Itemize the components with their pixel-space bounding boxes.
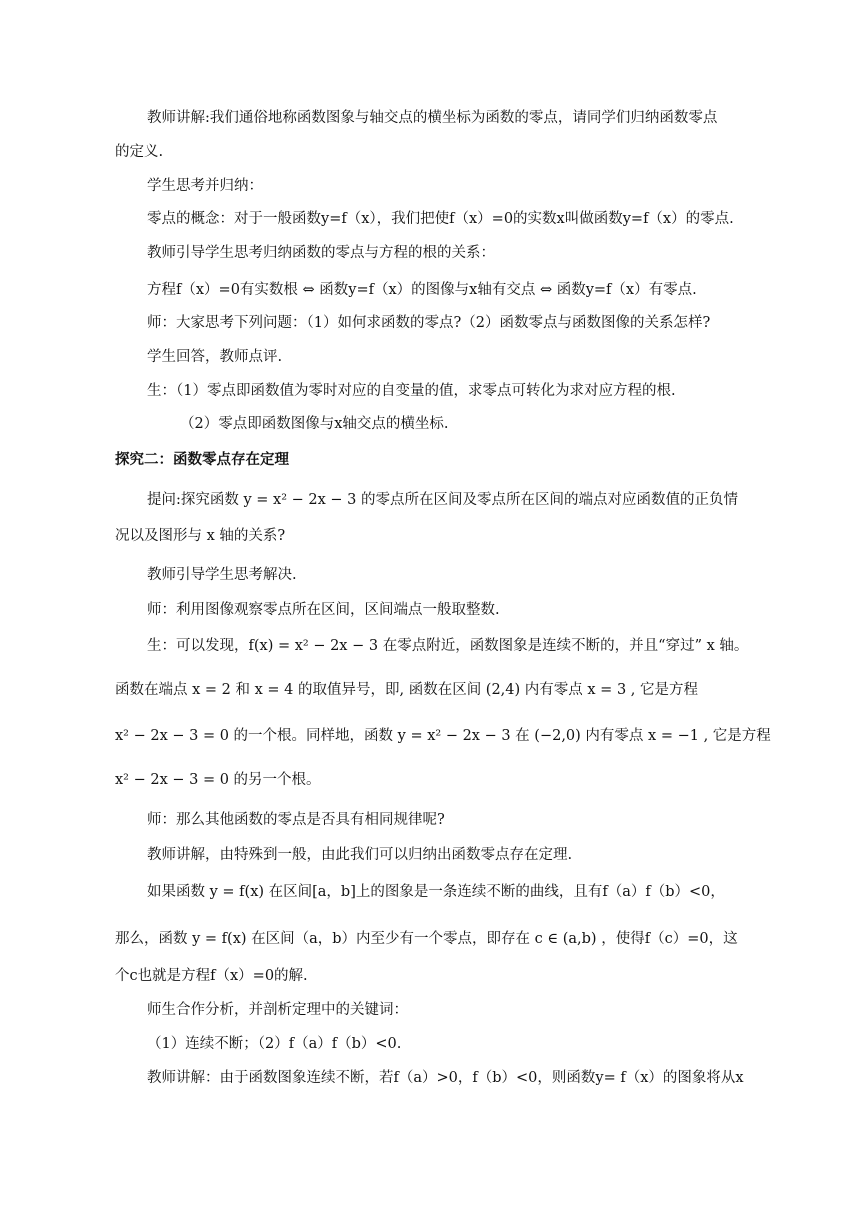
text-line-20: 师：那么其他函数的零点是否具有相同规律呢? [147,812,445,828]
text-line-10: （2）零点即函数图像与x轴交点的横坐标. [180,416,449,432]
text-line-9: 生：（1）零点即函数值为零时对应的自变量的值，求零点可转化为求对应方程的根. [147,383,676,399]
text-line-19: x² − 2x − 3 = 0 的另一个根。 [115,772,321,788]
text-line-15: 师：利用图像观察零点所在区间，区间端点一般取整数. [147,602,500,618]
text-line-14: 教师引导学生思考解决. [147,567,297,583]
text-line-24: 个c也就是方程f（x）=0的解. [115,968,308,984]
text-line-25: 师生合作分析，并剖析定理中的关键词： [147,1002,408,1018]
text-line-4: 零点的概念：对于一般函数y=f（x），我们把使f（x）=0的实数x叫做函数y=f（x）的零点. [147,211,734,227]
text-line-26: （1）连续不断；（2）f（a）f（b）<0. [147,1036,402,1052]
text-line-7: 师：大家思考下列问题：（1）如何求函数的零点?（2）函数零点与函数图像的关系怎样? [147,315,711,331]
text-line-1: 教师讲解:我们通俗地称函数图象与轴交点的横坐标为函数的零点，请同学们归纳函数零点 [147,110,718,126]
text-line-5: 教师引导学生思考归纳函数的零点与方程的根的关系： [147,245,495,261]
text-line-12: 提问:探究函数 y = x² − 2x − 3 的零点所在区间及零点所在区间的端点对应函数值的正负情 [147,492,739,508]
text-line-16: 生：可以发现，f(x) = x² − 2x − 3 在零点附近，函数图象是连续不断的，并且“穿过” x 轴。 [147,638,749,654]
text-line-6: 方程f（x）=0有实数根 ⇔ 函数y=f（x）的图像与x轴有交点 ⇔ 函数y=f（x）有零点. [147,282,697,298]
text-line-18: x² − 2x − 3 = 0 的一个根。同样地，函数 y = x² − 2x − 3 在 (−2,0) 内有零点 x = −1 , 它是方程 [115,728,771,744]
text-line-2: 的定义. [115,144,164,160]
text-line-3: 学生思考并归纳： [147,178,263,194]
section-heading: 探究二：函数零点存在定理 [115,452,289,468]
text-line-23: 那么，函数 y = f(x) 在区间（a，b）内至少有一个零点，即存在 c ∈ (a,b) ，使得f（c）=0，这 [115,931,738,947]
text-line-27: 教师讲解：由于函数图象连续不断，若f（a）>0，f（b）<0，则函数y= f（x）的图象将从x [147,1070,744,1086]
text-line-13: 况以及图形与 x 轴的关系? [115,528,286,544]
text-line-22: 如果函数 y = f(x) 在区间[a，b]上的图象是一条连续不断的曲线，且有f（a）f（b）<0， [147,884,725,900]
text-line-21: 教师讲解，由特殊到一般，由此我们可以归纳出函数零点存在定理. [147,847,573,863]
text-line-17: 函数在端点 x = 2 和 x = 4 的取值异号，即, 函数在区间 (2,4) 内有零点 x = 3 , 它是方程 [115,682,698,698]
text-line-8: 学生回答，教师点评. [147,349,283,365]
